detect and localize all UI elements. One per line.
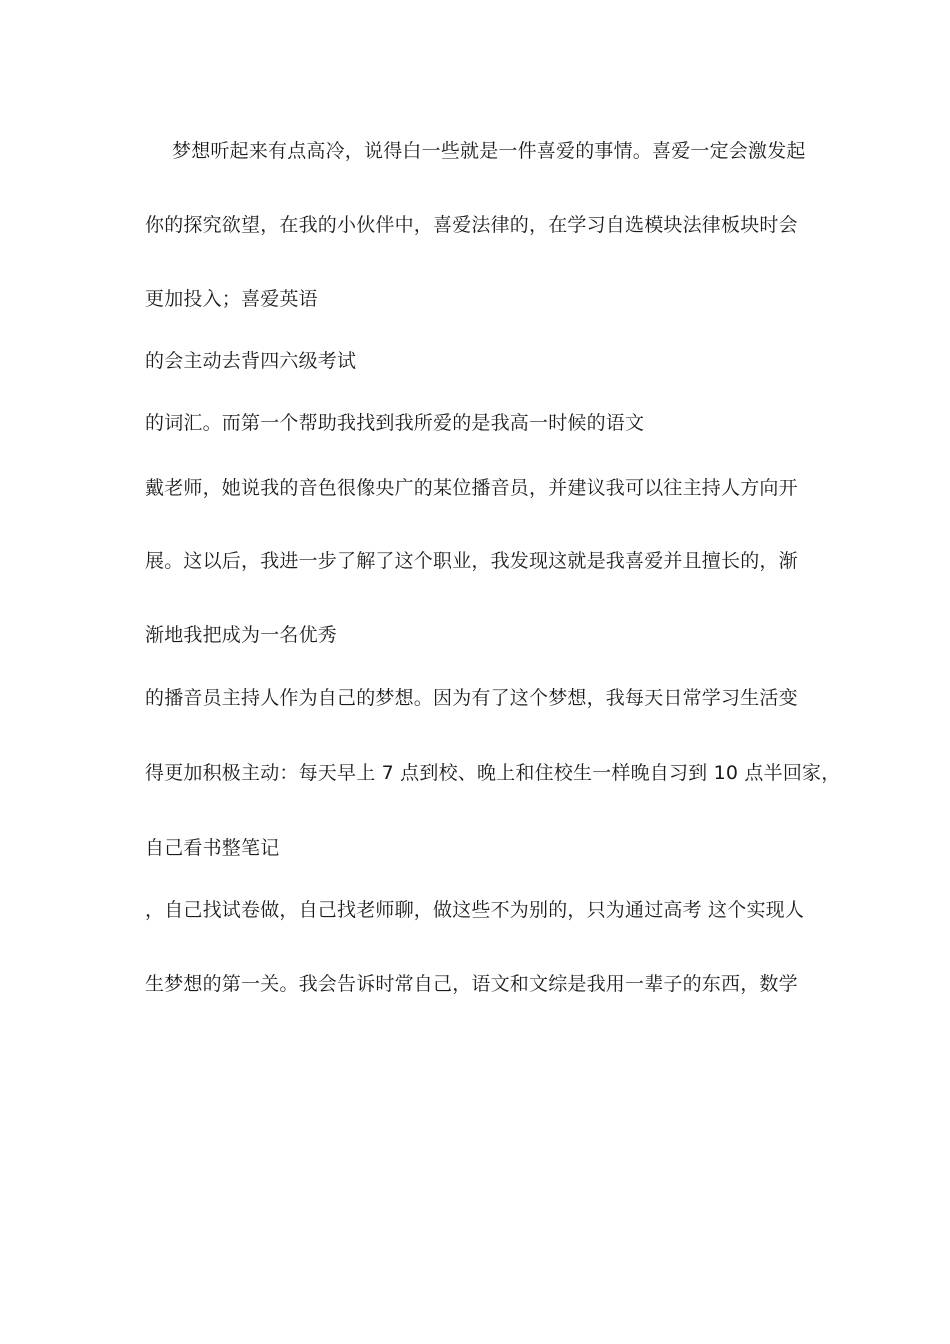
text-line: 的播音员主持人作为自己的梦想。因为有了这个梦想，我每天日常学习生活变 [145,687,798,709]
text-line: 你的探究欲望，在我的小伙伴中，喜爱法律的，在学习自选模块法律板块时会 [145,214,798,236]
text-line: 戴老师，她说我的音色很像央广的某位播音员，并建议我可以往主持人方向开 [145,477,798,499]
text-line: 梦想听起来有点高冷，说得白一些就是一件喜爱的事情。喜爱一定会激发起 [172,140,806,162]
text-line: 自己看书整笔记 [145,837,280,859]
text-line: 更加投入；喜爱英语 [145,288,318,310]
text-line: 展。这以后，我进一步了解了这个职业，我发现这就是我喜爱并且擅长的，渐 [145,550,798,572]
text-line: 渐地我把成为一名优秀 [145,624,338,646]
text-line: 的会主动去背四六级考试 [145,350,357,372]
text-line: ，自己找试卷做，自己找老师聊，做这些不为别的，只为通过高考 这个实现人 [145,899,805,921]
text-line: 的词汇。而第一个帮助我找到我所爱的是我高一时候的语文 [145,412,645,434]
text-line: 生梦想的第一关。我会告诉时常自己，语文和文综是我用一辈子的东西，数学 [145,973,798,995]
text-line: 得更加积极主动：每天早上 7 点到校、晚上和住校生一样晚自习到 10 点半回家， [145,762,841,784]
